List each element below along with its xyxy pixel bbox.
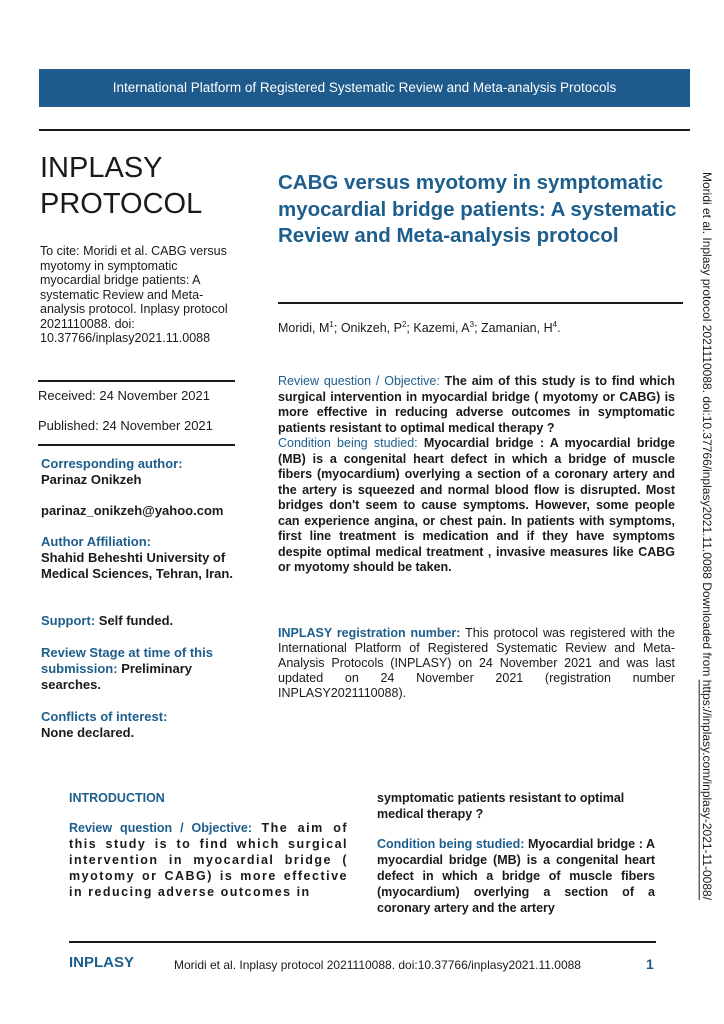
side-download-link[interactable]: https://inplasy.com/inplasy-2021-11-0088/ bbox=[700, 679, 714, 901]
intro-condition-label: Condition being studied: bbox=[377, 837, 525, 851]
registration-paragraph bbox=[278, 626, 675, 701]
abstract-summary bbox=[278, 374, 675, 576]
affiliation-block bbox=[41, 534, 241, 582]
conflicts-label: Conflicts of interest: bbox=[41, 709, 168, 724]
article-title: CABG versus myotomy in symptomatic myocardial bridge patients: A systematic Review and Meta-analysis protocol bbox=[278, 171, 677, 247]
review-stage-value: Preliminary searches. bbox=[41, 661, 193, 692]
registration-text: This protocol was registered with the International Platform of Registered Systematic Review and Meta-Analysis Protocols (INPLASY) on 24 November 2021 and was last updated on 24 November 2021 (registration number INPLASY2021110088). bbox=[278, 626, 675, 700]
top-divider bbox=[39, 129, 690, 131]
introduction-column-2 bbox=[377, 790, 655, 916]
author-email[interactable]: parinaz_onikzeh@yahoo.com bbox=[41, 503, 224, 518]
title-divider bbox=[278, 302, 683, 304]
condition-text: Myocardial bridge : A myocardial bridge (MB) is a congenital heart defect in which a bridge of muscle fibers (myocardium) overlying a section of a coronary artery and the artery is squeezed and normal blood flow is disrupted. Most bridges don't seem to cause symptoms. However, some people can experience angina, or chest pain. In patients with symptoms, first line treatment is medication and if they have symptoms despite optimal medical treatment , invasive measures like CABG or myotomy should be taken. bbox=[278, 436, 676, 574]
author: Zamanian, $H^4$. bbox=[481, 320, 561, 336]
conflicts-value: None declared. bbox=[41, 725, 135, 740]
author: Moridi, $M^1$; bbox=[278, 320, 341, 336]
conflicts-block bbox=[41, 709, 241, 741]
corresponding-author-name: Parinaz Onikzeh bbox=[41, 472, 142, 487]
intro-condition-text: Myocardial bridge : A myocardial bridge (MB) is a congenital heart defect in which a bridge of muscle fibers (myocardium) overlying a section of a coronary artery and the artery bbox=[377, 837, 656, 915]
author: Onikzeh, $P^2$; bbox=[340, 320, 414, 336]
review-question-label: Review question / Objective: bbox=[278, 374, 440, 388]
author: Kazemi, $A^3$; bbox=[413, 320, 482, 336]
brand-line-1: INPLASY bbox=[40, 152, 163, 184]
support-value: Self funded. bbox=[95, 613, 174, 628]
condition-label: Condition being studied: bbox=[278, 436, 418, 450]
page-number: 1 bbox=[646, 956, 654, 972]
corresponding-author-label: Corresponding author: bbox=[41, 456, 183, 471]
intro-condition-paragraph bbox=[377, 836, 655, 916]
left-divider-1 bbox=[38, 380, 235, 382]
support-block bbox=[41, 613, 241, 629]
side-note-text: Moridi et al. Inplasy protocol 2021110088. doi:10.37766/inplasy2021.11.0088 Downloaded from bbox=[700, 172, 714, 680]
left-divider-2 bbox=[38, 444, 235, 446]
review-question-text: The aim of this study is to find which surgical intervention in myocardial bridge ( myotomy or CABG) is more effective in reducing adverse outcomes in symptomatic patients resistant to optimal medical therapy ? bbox=[278, 374, 675, 435]
footer-brand: INPLASY bbox=[69, 954, 135, 971]
review-stage-block bbox=[41, 645, 231, 693]
footer-citation: Moridi et al. Inplasy protocol 2021110088. doi:10.37766/inplasy2021.11.0088 bbox=[174, 958, 581, 972]
side-download-note bbox=[700, 172, 714, 900]
affiliation-value: Shahid Beheshti University of Medical Sciences, Tehran, Iran. bbox=[41, 550, 233, 581]
intro-continued-text: symptomatic patients resistant to optimal medical therapy ? bbox=[377, 791, 625, 821]
introduction-column-1 bbox=[69, 790, 348, 900]
intro-review-label: Review question / Objective: bbox=[69, 821, 252, 835]
review-stage-label: Review Stage at time of this submission: bbox=[41, 645, 213, 676]
received-date: Received: 24 November 2021 bbox=[38, 388, 210, 403]
intro-review-paragraph bbox=[69, 820, 348, 900]
author-list bbox=[278, 320, 561, 335]
citation-text: To cite: Moridi et al. CABG versus myotomy in symptomatic myocardial bridge patients: A systematic Review and Meta-analysis protocol. Inplasy protocol 2021110088. doi: 10.37766/inplasy2021.11.0088 bbox=[40, 244, 228, 345]
footer-divider bbox=[69, 941, 656, 943]
inplasy-protocol-brand bbox=[40, 150, 202, 222]
registration-label: INPLASY registration number: bbox=[278, 626, 461, 640]
support-label: Support: bbox=[41, 613, 96, 628]
corresponding-author-block bbox=[41, 456, 241, 488]
header-banner: International Platform of Registered Systematic Review and Meta-analysis Protocols bbox=[39, 69, 690, 107]
brand-line-2: PROTOCOL bbox=[40, 188, 203, 220]
intro-review-text: The aim of this study is to find which surgical intervention in myocardial bridge ( myotomy or CABG) is more effective in reducing adverse outcomes in bbox=[69, 821, 348, 899]
affiliation-label: Author Affiliation: bbox=[41, 534, 151, 549]
published-date: Published: 24 November 2021 bbox=[38, 418, 213, 433]
introduction-heading: INTRODUCTION bbox=[69, 791, 165, 805]
